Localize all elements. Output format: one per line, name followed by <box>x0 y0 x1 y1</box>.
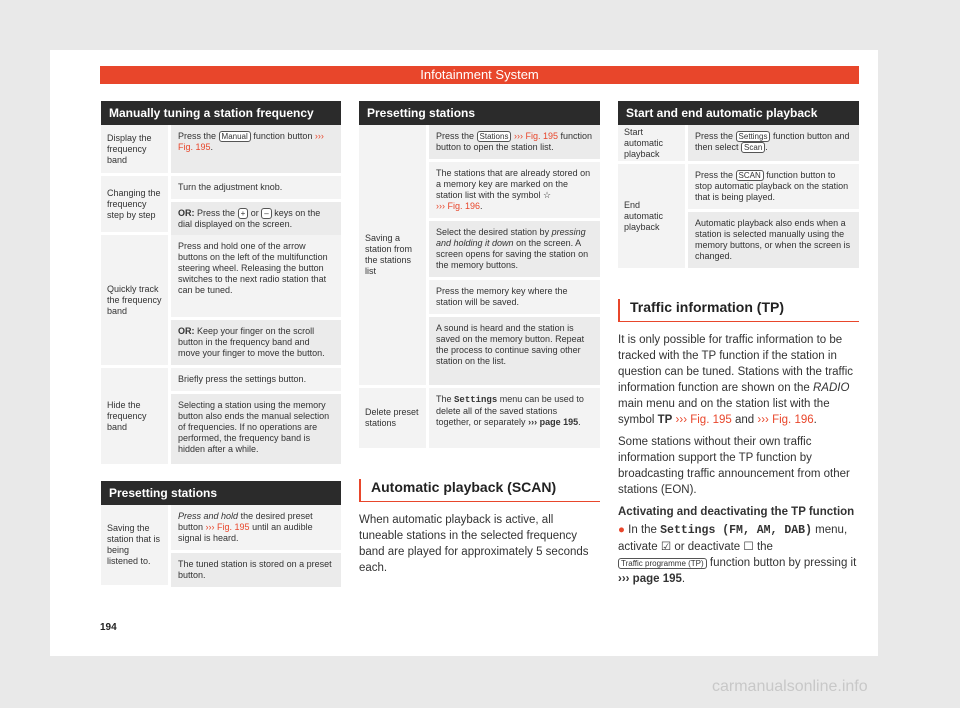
table-title: Start and end automatic playback <box>618 101 859 125</box>
row-label: Start automatic playback <box>618 125 688 161</box>
row-label: Changing the frequency step by step <box>101 176 171 232</box>
row-cell: Press the memory key where the station will be saved. <box>429 280 600 317</box>
paragraph: It is only possible for traffic information to be tracked with the TP function if the station in question can be tuned. Stations with the traffic information function are shown on the RADIO main menu and on the station list with the symbol TP ››› Fig. 195 and ››› Fig. 196. <box>618 334 854 426</box>
row-cell: Selecting a station using the memory button also ends the manual selection of frequencies. If no operations are performed, the frequency band is hidden after a while. <box>171 394 341 464</box>
row-cell: Press and hold the desired preset button ››› Fig. 195 until an audible signal is heard. <box>171 505 341 553</box>
page-number: 194 <box>100 622 117 633</box>
page-header: Infotainment System <box>100 66 859 84</box>
tp-key: Traffic programme (TP) <box>618 558 707 569</box>
table-row <box>618 164 859 271</box>
row-label: Delete preset stations <box>359 388 429 448</box>
table-row <box>101 235 341 368</box>
watermark: carmanualsonline.info <box>712 678 868 695</box>
stations-key: Stations <box>477 131 512 142</box>
subheading: Activating and deactivating the TP function <box>618 506 855 518</box>
table-row <box>101 125 341 176</box>
column-right <box>618 101 859 587</box>
paragraph: Some stations without their own traffic information support the TP function by broadcasting traffic announcement from other stations (EON). <box>618 436 850 496</box>
table-title: Presetting stations <box>101 481 341 505</box>
section-title: Automatic playback (SCAN) <box>359 479 600 502</box>
page-ref[interactable]: ››› page 195 <box>528 417 579 427</box>
row-cell: Press the Stations ››› Fig. 195 function button to open the station list. <box>429 125 600 162</box>
row-cell: Turn the adjustment knob. <box>171 176 341 202</box>
table-row <box>359 125 600 388</box>
table-row <box>101 368 341 467</box>
row-cell: Press the Settings function button and then select Scan . <box>688 125 859 161</box>
checkbox-checked-icon: ☑ <box>660 541 672 553</box>
section-body: When automatic playback is active, all tuneable stations in the selected frequency band are played for approximately 5 seconds each. <box>359 514 589 574</box>
fig-ref[interactable]: ››› Fig. 196 <box>436 201 481 211</box>
row-cell: The tuned station is stored on a preset button. <box>171 553 341 587</box>
row-label: End automatic playback <box>618 164 688 268</box>
row-cell: Press and hold one of the arrow buttons on the left of the multifunction steering wheel. Releasing the button switches to the next radio station that can be tuned. <box>171 235 341 320</box>
table-title: Presetting stations <box>359 101 600 125</box>
column-middle <box>359 101 600 576</box>
row-cell: A sound is heard and the station is saved on the memory button. Repeat the process to continue saving other station on the list. <box>429 317 600 385</box>
section-title: Traffic information (TP) <box>618 299 859 322</box>
bullet-icon: ● <box>618 524 625 536</box>
bullet-item: ● In the Settings (FM, AM, DAB) menu, activate ☑ or deactivate ☐ the Traffic programme (TP) function button by pressing it ››› page 195. <box>618 524 857 585</box>
page-ref[interactable]: ››› page 195 <box>618 573 682 585</box>
table-row <box>359 388 600 451</box>
row-label: Saving a station from the stations list <box>359 125 429 385</box>
row-cell: OR: Keep your finger on the scroll button in the frequency band and move your finger to move the button. <box>171 320 341 365</box>
row-cell: The Settings menu can be used to delete all of the saved stations together, or separately ››› page 195. <box>429 388 600 448</box>
fig-ref[interactable]: ››› Fig. 195 <box>513 131 558 141</box>
table-row <box>101 505 341 588</box>
table-row <box>618 125 859 164</box>
plus-key: + <box>238 208 249 219</box>
fig-ref[interactable]: ››› Fig. 196 <box>757 414 814 426</box>
row-cell: Press the Manual function button ››› Fig. 195. <box>171 125 341 173</box>
row-cell: The stations that are already stored on a memory key are marked on the station list with the symbol ☆ ››› Fig. 196. <box>429 162 600 221</box>
row-cell: Briefly press the settings button. <box>171 368 341 394</box>
row-label: Quickly track the frequency band <box>101 235 171 365</box>
table-row <box>101 176 341 235</box>
row-cell: Automatic playback also ends when a station is selected manually using the memory buttons, or when the screen is changed. <box>688 212 859 268</box>
column-left <box>101 101 341 588</box>
checkbox-empty-icon: ☐ <box>743 541 754 553</box>
row-label: Display the frequency band <box>101 125 171 173</box>
scan-key: Scan <box>741 142 765 153</box>
settings-key: Settings <box>736 131 771 142</box>
row-cell: Press the SCAN function button to stop automatic playback on the station that is being played. <box>688 164 859 212</box>
scan-button-key: SCAN <box>736 170 764 181</box>
minus-key: – <box>261 208 271 219</box>
fig-ref[interactable]: ››› Fig. 195 <box>675 414 732 426</box>
row-label: Saving the station that is being listened to. <box>101 505 171 585</box>
row-cell: Select the desired station by pressing and holding it down on the screen. A screen opens for saving the station on the memory buttons. <box>429 221 600 280</box>
row-cell: OR: Press the + or – keys on the dial displayed on the screen. <box>171 202 341 236</box>
fig-ref[interactable]: ››› Fig. 195 <box>178 131 324 152</box>
row-label: Hide the frequency band <box>101 368 171 464</box>
table-title: Manually tuning a station frequency <box>101 101 341 125</box>
fig-ref[interactable]: ››› Fig. 195 <box>205 522 250 532</box>
manual-key: Manual <box>219 131 251 142</box>
